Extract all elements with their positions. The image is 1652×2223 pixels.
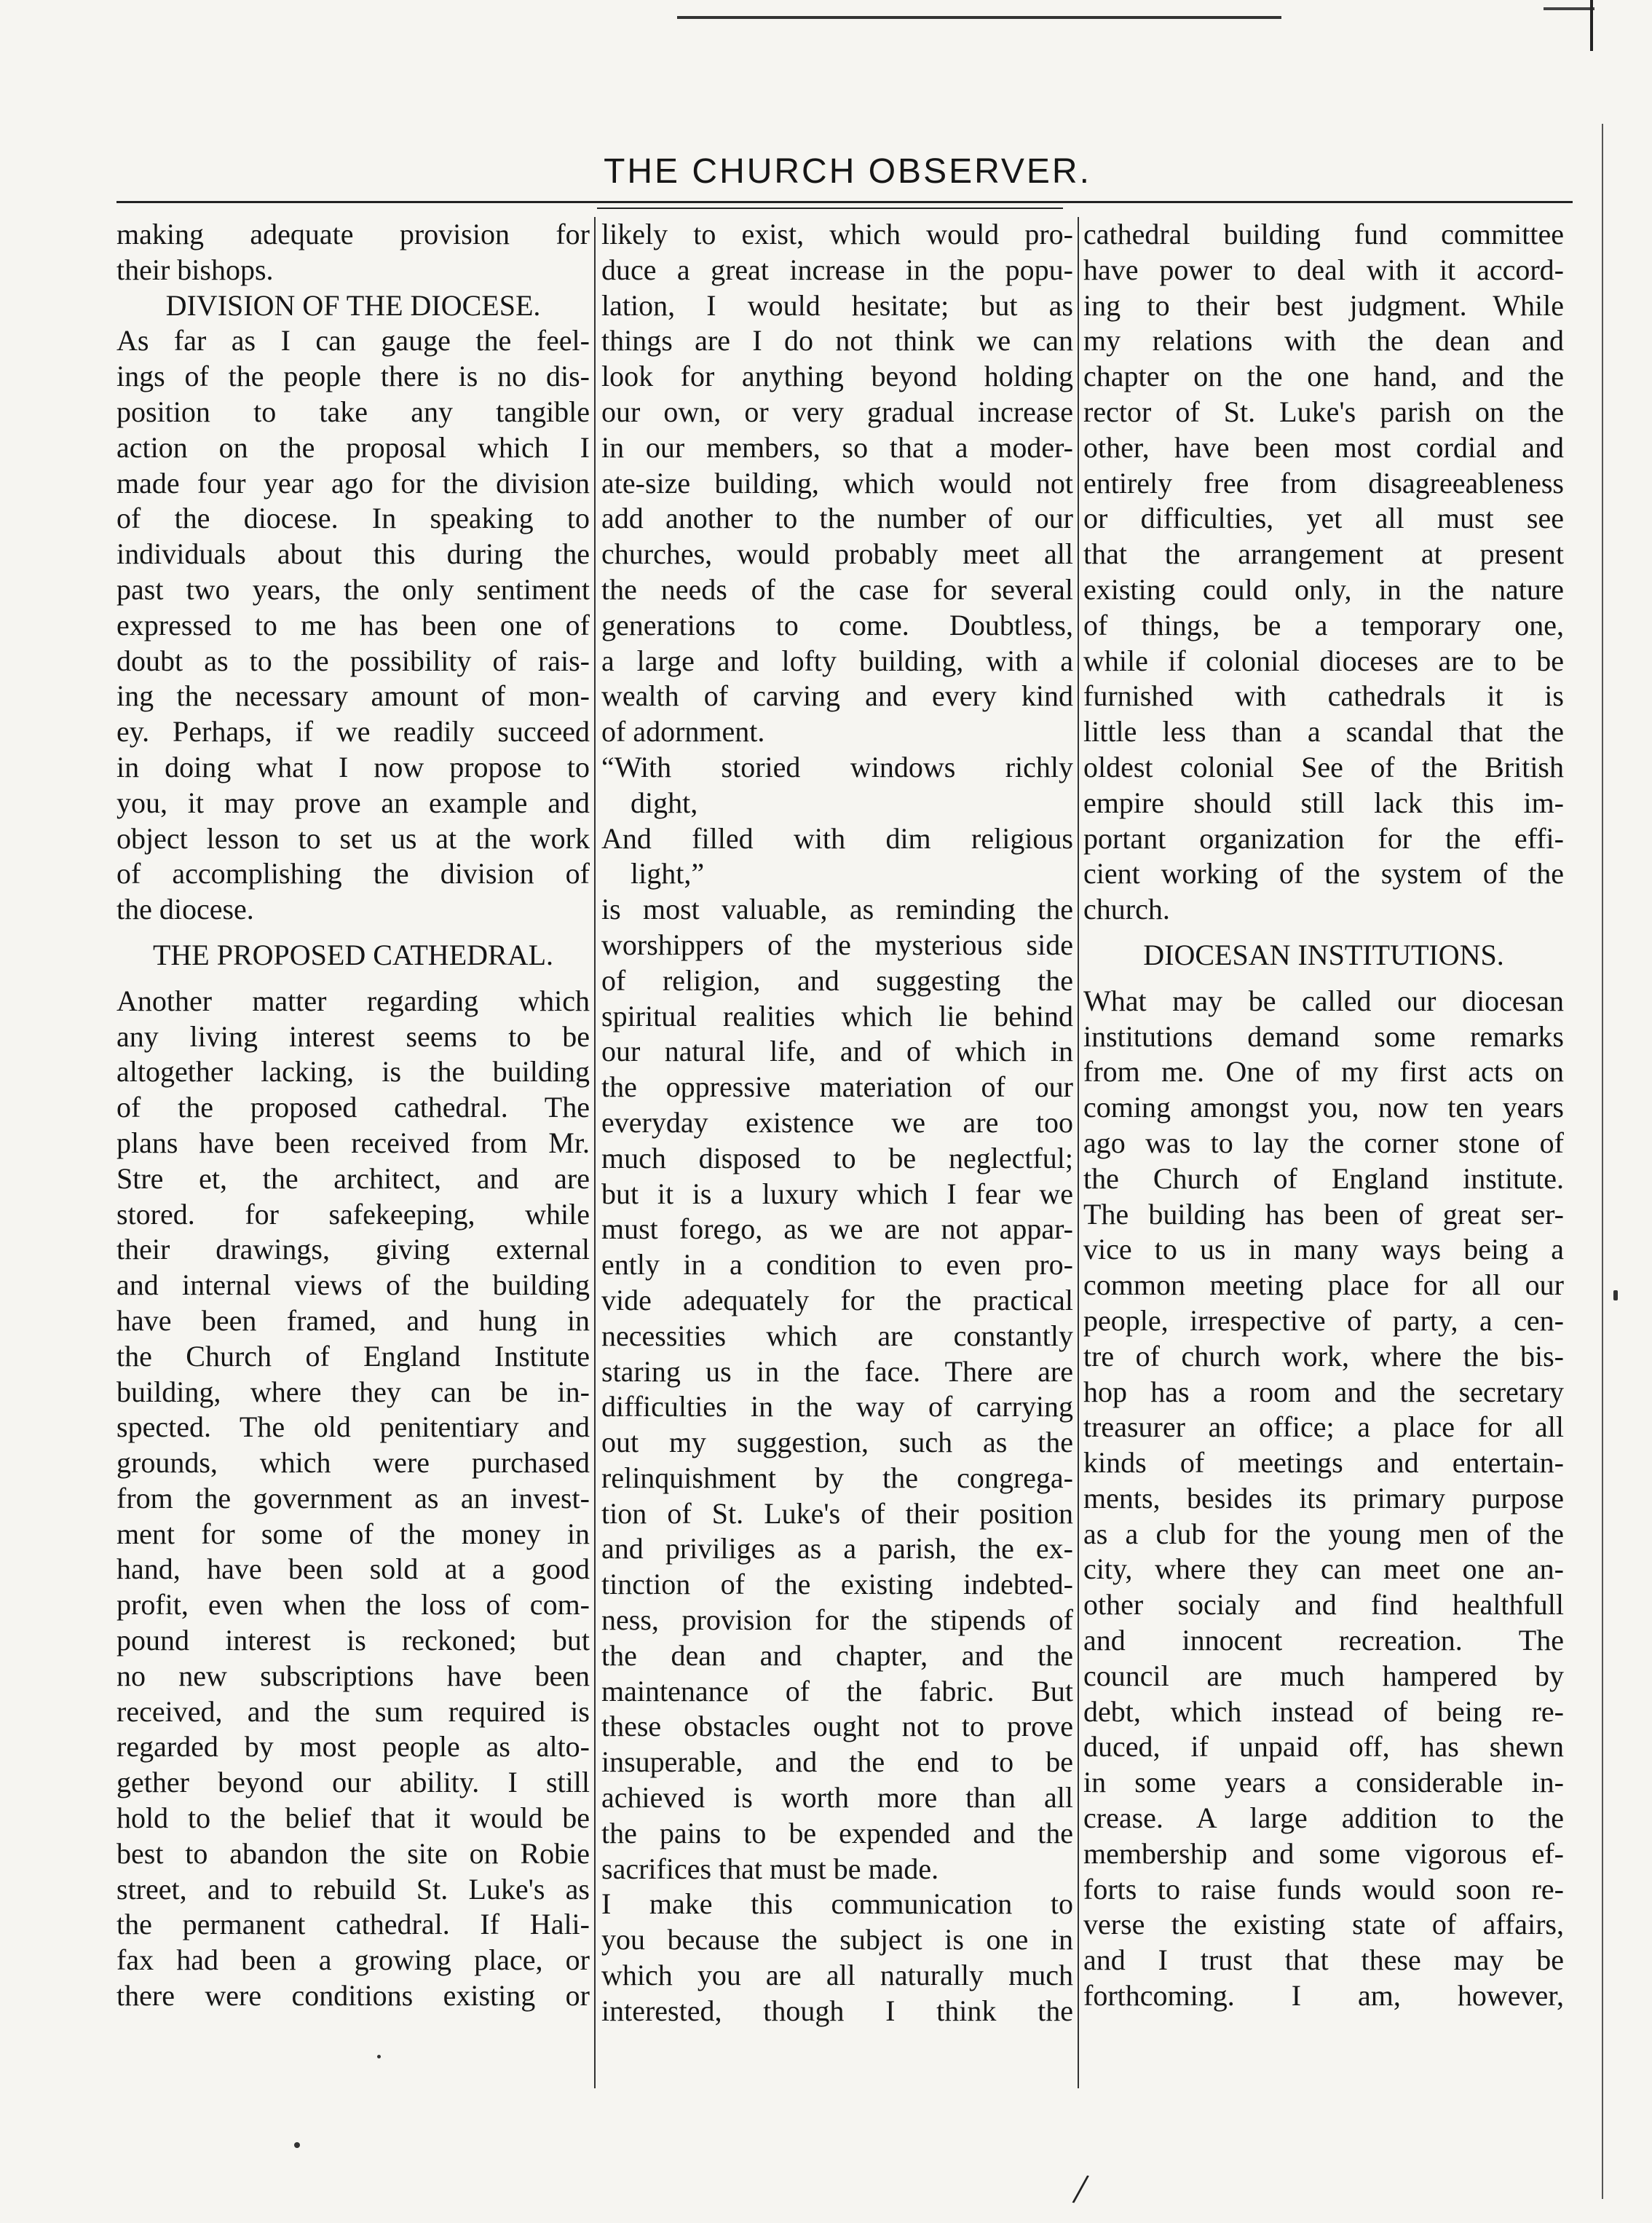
- text-line: vice to us in many ways being a: [1083, 1233, 1564, 1266]
- text-line: church.: [1083, 893, 1170, 926]
- text-line: from me. One of my first acts on: [1083, 1055, 1564, 1089]
- text-line: furnished with cathedrals it is: [1083, 679, 1564, 713]
- text-line: the oppressive materiation of our: [601, 1070, 1073, 1104]
- text-line: in doing what I now propose to: [116, 750, 590, 783]
- text-line: city, where they can meet one an-: [1083, 1552, 1564, 1586]
- column-divider: [594, 217, 596, 2088]
- text-line: plans have been received from Mr.: [116, 1126, 590, 1159]
- text-line: empire should still lack this im-: [1083, 786, 1564, 819]
- text-line: of accomplishing the division of: [116, 857, 590, 891]
- text-line: sacrifices that must be made.: [601, 1852, 939, 1885]
- text-line: grounds, which were purchased: [116, 1446, 590, 1480]
- text-line: action on the proposal which I: [116, 430, 590, 464]
- text-line: the Church of England institute.: [1083, 1161, 1564, 1195]
- text-line: forthcoming. I am, however,: [1083, 1979, 1564, 2013]
- text-line: tre of church work, where the bis-: [1083, 1339, 1564, 1373]
- text-line: the pains to be expended and the: [601, 1816, 1073, 1849]
- article-column-3: [1083, 217, 1564, 2081]
- text-line: vide adequately for the practical: [601, 1283, 1073, 1316]
- text-line: and priviliges as a parish, the ex-: [601, 1532, 1073, 1565]
- text-line: have power to deal with it accord-: [1083, 253, 1564, 286]
- text-line: of the diocese. In speaking to: [116, 502, 590, 535]
- text-line: tinction of the existing indebted-: [601, 1568, 1073, 1601]
- column-divider: [1078, 217, 1079, 2088]
- text-line: stored. for safekeeping, while: [116, 1197, 590, 1231]
- text-line: difficulties in the way of carrying: [601, 1390, 1073, 1424]
- text-line: insuperable, and the end to be: [601, 1745, 1073, 1779]
- text-line: gether beyond our ability. I still: [116, 1766, 590, 1799]
- text-line: relinquishment by the congrega-: [601, 1461, 1073, 1494]
- text-line: the diocese.: [116, 893, 254, 926]
- text-line: ing to their best judgment. While: [1083, 288, 1564, 322]
- text-line: there were conditions existing or: [116, 1979, 590, 2013]
- text-line: kinds of meetings and entertain-: [1083, 1446, 1564, 1480]
- text-line: things are I do not think we can: [601, 324, 1073, 358]
- text-line: Stre et, the architect, and are: [116, 1161, 590, 1195]
- text-line: street, and to rebuild St. Luke's as: [116, 1872, 590, 1906]
- text-line: ment for some of the money in: [116, 1517, 590, 1550]
- text-line: and internal views of the building: [116, 1268, 590, 1302]
- text-line: made four year ago for the division: [116, 466, 590, 500]
- edge-bar: [1590, 0, 1593, 51]
- text-line: fax had been a growing place, or: [116, 1943, 590, 1977]
- text-line: council are much hampered by: [1083, 1659, 1564, 1692]
- text-line: of the proposed cathedral. The: [116, 1091, 590, 1124]
- text-line: have been framed, and hung in: [116, 1303, 590, 1337]
- page-title: THE CHURCH OBSERVER.: [604, 152, 1091, 191]
- text-line: ing the necessary amount of mon-: [116, 679, 590, 713]
- text-line: worshippers of the mysterious side: [601, 928, 1073, 961]
- text-line: which you are all naturally much: [601, 1959, 1073, 1992]
- article-column-1: [116, 217, 590, 2081]
- text-line: forts to raise funds would soon re-: [1083, 1872, 1564, 1906]
- header-rule-secondary: [597, 208, 1063, 209]
- text-line: ently in a condition to even pro-: [601, 1248, 1073, 1282]
- text-line: best to abandon the site on Robie: [116, 1836, 590, 1870]
- section-heading: THE PROPOSED CATHEDRAL.: [152, 938, 554, 971]
- text-line: regarded by most people as alto-: [116, 1730, 590, 1764]
- text-line: that the arrangement at present: [1083, 537, 1564, 571]
- text-line: ness, provision for the stipends of: [601, 1603, 1073, 1637]
- text-line: debt, which instead of being re-: [1083, 1694, 1564, 1728]
- text-line: and innocent recreation. The: [1083, 1624, 1564, 1657]
- text-line: tion of St. Luke's of their position: [601, 1496, 1073, 1530]
- text-line: these obstacles ought not to prove: [601, 1710, 1073, 1743]
- text-line: oldest colonial See of the British: [1083, 750, 1564, 783]
- top-rule: [677, 16, 1281, 19]
- text-line: received, and the sum required is: [116, 1694, 590, 1728]
- article-column-2: [601, 217, 1073, 2081]
- text-line: coming amongst you, now ten years: [1083, 1091, 1564, 1124]
- text-line: no new subscriptions have been: [116, 1659, 590, 1692]
- text-line: from the government as an invest-: [116, 1481, 590, 1515]
- text-line: doubt as to the possibility of rais-: [116, 644, 590, 677]
- text-line: ings of the people there is no dis-: [116, 360, 590, 393]
- text-line: lation, I would hesitate; but as: [601, 288, 1073, 322]
- right-margin-rule: [1602, 124, 1603, 2199]
- text-line: pound interest is reckoned; but: [116, 1624, 590, 1657]
- text-line: as a club for the young men of the: [1083, 1517, 1564, 1550]
- text-line: their drawings, giving external: [116, 1233, 590, 1266]
- text-line: my relations with the dean and: [1083, 324, 1564, 358]
- text-line: but it is a luxury which I fear we: [601, 1177, 1073, 1210]
- text-line: altogether lacking, is the building: [116, 1055, 590, 1089]
- text-line: duce a great increase in the popu-: [601, 253, 1073, 286]
- text-line: making adequate provision for: [116, 218, 590, 250]
- text-line: position to take any tangible: [116, 395, 590, 428]
- text-line: chapter on the one hand, and the: [1083, 360, 1564, 393]
- text-line: ago was to lay the corner stone of: [1083, 1126, 1564, 1159]
- text-line: hold to the belief that it would be: [116, 1801, 590, 1835]
- text-line: achieved is worth more than all: [601, 1781, 1073, 1815]
- text-line: much disposed to be neglectful;: [601, 1141, 1073, 1174]
- text-line: portant organization for the effi-: [1083, 821, 1564, 855]
- text-line: ate-size building, which would not: [601, 466, 1073, 500]
- text-line: hop has a room and the secretary: [1083, 1375, 1564, 1408]
- text-line: other socialy and find healthfull: [1083, 1588, 1564, 1622]
- text-line: common meeting place for all our: [1083, 1268, 1564, 1302]
- text-line: you, it may prove an example and: [116, 786, 590, 819]
- text-line: our natural life, and of which in: [601, 1035, 1073, 1068]
- text-line: As far as I can gauge the feel-: [116, 324, 590, 358]
- text-line: their bishops.: [116, 253, 274, 286]
- text-line: or difficulties, yet all must see: [1083, 502, 1564, 535]
- text-line: maintenance of the fabric. But: [601, 1674, 1073, 1707]
- text-line: the permanent cathedral. If Hali-: [116, 1908, 590, 1941]
- text-line: treasurer an office; a place for all: [1083, 1410, 1564, 1444]
- text-line: must forego, as we are not appar-: [601, 1212, 1073, 1246]
- text-line: membership and some vigorous ef-: [1083, 1836, 1564, 1870]
- ink-mark: /: [1070, 2164, 1091, 2214]
- text-line: churches, would probably meet all: [601, 537, 1073, 571]
- text-line: add another to the number of our: [601, 502, 1073, 535]
- text-line: look for anything beyond holding: [601, 360, 1073, 393]
- text-line: likely to exist, which would pro-: [601, 218, 1073, 250]
- text-line: rector of St. Luke's parish on the: [1083, 395, 1564, 428]
- text-line: the Church of England Institute: [116, 1339, 590, 1373]
- header-rule: [116, 201, 1573, 203]
- section-heading: DIVISION OF THE DIOCESE.: [165, 288, 541, 322]
- top-corner-mark: [1544, 7, 1594, 10]
- text-line: spiritual realities which lie behind: [601, 999, 1073, 1032]
- text-line: profit, even when the loss of com-: [116, 1588, 590, 1622]
- text-line: hand, have been sold at a good: [116, 1552, 590, 1586]
- text-line: existing could only, in the nature: [1083, 572, 1564, 606]
- text-line: little less than a scandal that the: [1083, 715, 1564, 749]
- text-line: of religion, and suggesting the: [601, 963, 1073, 997]
- text-line: interested, though I think the: [601, 1994, 1073, 2027]
- text-line: verse the existing state of affairs,: [1083, 1908, 1564, 1941]
- text-line: expressed to me has been one of: [116, 608, 590, 641]
- text-line: necessities which are constantly: [601, 1319, 1073, 1352]
- text-line: in our members, so that a moder-: [601, 430, 1073, 464]
- text-line: What may be called our diocesan: [1083, 984, 1564, 1017]
- text-line: cathedral building fund committee: [1083, 218, 1564, 250]
- text-line: crease. A large addition to the: [1083, 1801, 1564, 1835]
- text-line: in some years a considerable in-: [1083, 1766, 1564, 1799]
- text-line: spected. The old penitentiary and: [116, 1410, 590, 1444]
- quote-line: light,”: [631, 857, 705, 891]
- text-line: entirely free from disagreeableness: [1083, 466, 1564, 500]
- text-line: a large and lofty building, with a: [601, 644, 1073, 677]
- text-line: The building has been of great ser-: [1083, 1197, 1564, 1231]
- text-line: cient working of the system of the: [1083, 857, 1564, 891]
- text-line: our own, or very gradual increase: [601, 395, 1073, 428]
- text-line: of adornment.: [601, 715, 765, 749]
- text-line: out my suggestion, such as the: [601, 1426, 1073, 1459]
- text-line: ments, besides its primary purpose: [1083, 1481, 1564, 1515]
- text-line: generations to come. Doubtless,: [601, 608, 1073, 641]
- text-line: I make this communication to: [601, 1887, 1073, 1921]
- text-line: wealth of carving and every kind: [601, 679, 1073, 713]
- text-line: people, irrespective of party, a cen-: [1083, 1303, 1564, 1337]
- text-line: everyday existence we are too: [601, 1105, 1073, 1139]
- text-line: building, where they can be in-: [116, 1375, 590, 1408]
- text-line: object lesson to set us at the work: [116, 821, 590, 855]
- text-line: the dean and chapter, and the: [601, 1638, 1073, 1672]
- text-line: other, have been most cordial and: [1083, 430, 1564, 464]
- text-line: staring us in the face. There are: [601, 1354, 1073, 1388]
- text-line: Another matter regarding which: [116, 984, 590, 1017]
- text-line: ey. Perhaps, if we readily succeed: [116, 715, 590, 749]
- text-line: while if colonial dioceses are to be: [1083, 644, 1564, 677]
- quote-line: And filled with dim religious: [601, 821, 1073, 855]
- text-line: you because the subject is one in: [601, 1923, 1073, 1957]
- text-line: duced, if unpaid off, has shewn: [1083, 1730, 1564, 1764]
- quote-line: dight,: [631, 786, 698, 819]
- text-line: past two years, the only sentiment: [116, 572, 590, 606]
- section-heading: DIOCESAN INSTITUTIONS.: [1143, 938, 1504, 971]
- text-line: the needs of the case for several: [601, 572, 1073, 606]
- text-line: and I trust that these may be: [1083, 1943, 1564, 1977]
- text-line: of things, be a temporary one,: [1083, 608, 1564, 641]
- text-line: any living interest seems to be: [116, 1019, 590, 1053]
- text-line: is most valuable, as reminding the: [601, 893, 1073, 926]
- text-line: institutions demand some remarks: [1083, 1019, 1564, 1053]
- quote-line: “With storied windows richly: [601, 750, 1073, 783]
- text-line: individuals about this during the: [116, 537, 590, 571]
